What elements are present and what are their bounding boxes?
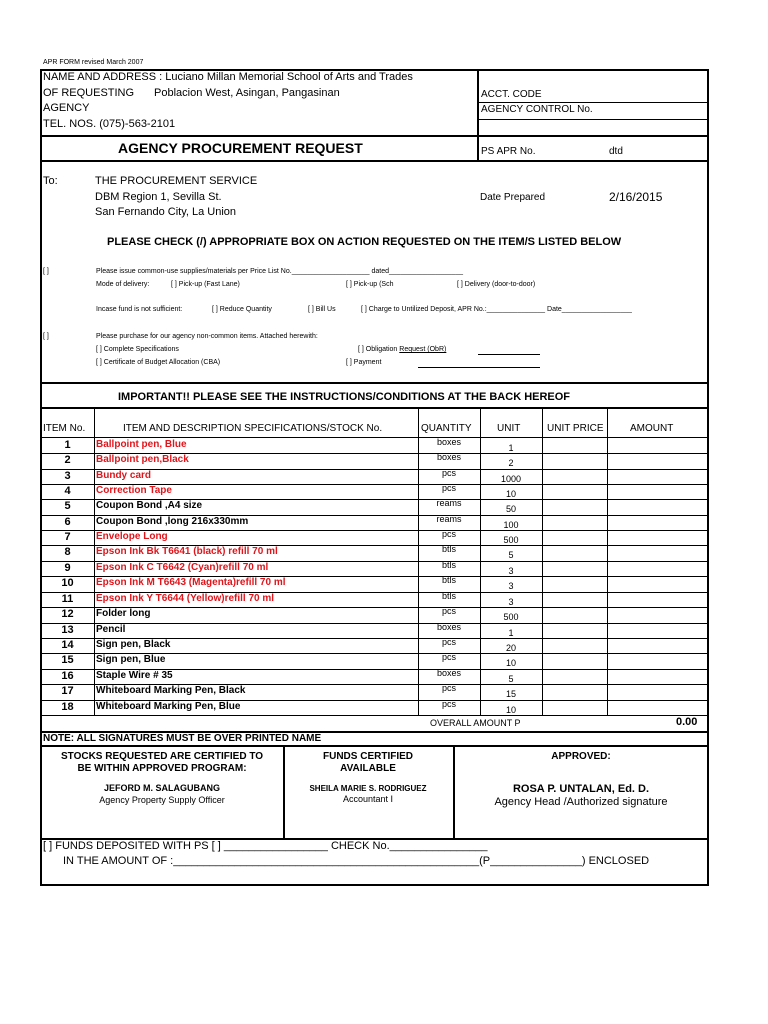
accountant-name: SHEILA MARIE S. RODRIGUEZ [309,784,427,793]
tel-numbers: TEL. NOS. (075)-563-2101 [43,118,176,130]
item-unit: 1000 [500,473,522,484]
item-description: Whiteboard Marking Pen, Black [96,685,246,696]
item-description: Envelope Long [96,530,168,542]
item-number: 13 [61,623,74,636]
dtd-label: dtd [609,146,623,157]
item-quantity: pcs [441,683,456,693]
item-quantity: btls [441,575,456,585]
item-quantity: pcs [441,467,456,478]
payment-option[interactable]: [ ] Payment [346,359,382,366]
col-header-unit-price: UNIT PRICE [547,423,604,434]
item-number: 10 [61,577,74,589]
item-unit: 1 [508,627,514,638]
complete-specs-option[interactable]: [ ] Complete Specifications [96,346,179,353]
item-unit: 3 [508,565,514,576]
item-unit: 500 [503,612,519,622]
fund-insufficient-label: Incase fund is not sufficient: [96,306,183,313]
col-header-amount: AMOUNT [630,423,674,434]
stocks-certified-title1: STOCKS REQUESTED ARE CERTIFIED TO [60,751,264,762]
item-number: 9 [64,561,71,574]
item-description: Whiteboard Marking Pen, Blue [96,700,241,712]
col-header-unit: UNIT [497,423,521,434]
item-number: 8 [64,546,71,558]
item-number: 14 [61,638,74,651]
item-quantity: reams [436,498,462,508]
common-use-checkbox[interactable]: [ ] [43,268,49,275]
agency-head-name: ROSA P. UNTALAN, Ed. D. [512,783,650,795]
item-number: 11 [61,592,74,605]
item-unit: 100 [503,519,519,530]
item-quantity: reams [436,513,462,524]
school-name: Luciano Millan Memorial School of Arts and Trades [165,71,413,83]
to-label: To: [43,175,58,187]
recipient-line3: San Fernando City, La Union [95,206,237,218]
item-number: 1 [64,438,71,451]
item-quantity: pcs [441,606,456,616]
item-quantity: boxes [436,452,462,462]
item-number: 12 [61,608,74,620]
acct-code-label: ACCT. CODE [481,89,542,100]
accountant-role: Accountant I [342,794,394,804]
item-quantity: btls [441,544,456,554]
funds-deposited-line: [ ] FUNDS DEPOSITED WITH PS [ ] _________________ CHECK No.________________ [43,840,488,852]
recipient-line1: THE PROCUREMENT SERVICE [95,175,258,187]
delivery-option[interactable]: [ ] Delivery (door-to-door) [457,281,536,288]
item-description: Epson Ink Bk T6641 (black) refill 70 ml [96,546,278,557]
funds-certified-title2: AVAILABLE [340,763,396,774]
item-quantity: btls [441,559,456,570]
overall-amount-value: 0.00 [676,716,698,728]
cba-option[interactable]: [ ] Certificate of Budget Allocation (CBA) [96,359,221,366]
item-unit: 3 [508,581,514,591]
address: Poblacion West, Asingan, Pangasinan [154,87,340,99]
approved-title: APPROVED: [551,751,611,762]
of-requesting: OF REQUESTING [43,87,135,99]
item-number: 3 [64,469,71,482]
item-unit: 500 [503,534,519,545]
date-prepared-label: Date Prepared [480,192,546,203]
item-number: 4 [64,484,71,497]
item-unit: 3 [508,596,514,607]
item-number: 6 [64,515,71,528]
signature-note: NOTE: ALL SIGNATURES MUST BE OVER PRINTED NAME [43,733,322,744]
item-unit: 10 [505,704,516,715]
item-quantity: pcs [441,528,456,539]
item-quantity: pcs [441,636,456,647]
purchase-non-common-line: Please purchase for our agency non-common items. Attached herewith: [96,333,318,340]
agency-label: AGENCY [43,102,90,114]
non-common-checkbox[interactable]: [ ] [43,333,49,340]
agency-head-role: Agency Head /Authorized signature [494,796,668,808]
item-description: Sign pen, Blue [96,654,166,665]
name-address-line: NAME AND ADDRESS : Luciano Millan Memorial School of Arts and Trades [43,71,413,83]
overall-amount-label: OVERALL AMOUNT P [430,718,521,728]
item-quantity: pcs [441,482,456,493]
supply-officer-role: Agency Property Supply Officer [99,795,225,805]
item-unit: 2 [508,458,514,468]
pickup-fast-lane-option[interactable]: [ ] Pick-up (Fast Lane) [171,281,240,288]
pickup-sch-option[interactable]: [ ] Pick-up (Sch [346,281,394,288]
reduce-quantity-option[interactable]: [ ] Reduce Quantity [212,306,272,313]
item-quantity: pcs [441,698,456,709]
form-revision: APR FORM revised March 2007 [43,59,144,66]
item-number: 18 [61,700,74,713]
charge-deposit-option[interactable]: [ ] Charge to Untilized Deposit, APR No.:_______________ Date__________________ [361,306,632,313]
supply-officer-name: JEFORD M. SALAGUBANG [103,783,220,793]
item-quantity: boxes [436,436,462,447]
item-unit: 1 [508,442,514,453]
col-header-quantity: QUANTITY [421,423,472,434]
check-instruction: PLEASE CHECK (/) APPROPRIATE BOX ON ACTION REQUESTED ON THE ITEM/S LISTED BELOW [107,236,622,248]
item-description: Epson Ink M T6643 (Magenta)refill 70 ml [96,577,286,588]
stocks-certified-title2: BE WITHIN APPROVED PROGRAM: [77,763,247,774]
important-notice: IMPORTANT!! PLEASE SEE THE INSTRUCTIONS/CONDITIONS AT THE BACK HEREOF [118,391,571,403]
col-header-item-no: ITEM No. [43,423,86,434]
item-description: Ballpoint pen,Black [96,454,189,465]
item-description: Pencil [96,623,126,635]
item-quantity: pcs [441,652,456,662]
ps-apr-no-label: PS APR No. [481,146,536,157]
item-unit: 50 [505,504,516,514]
item-unit: 5 [508,673,514,684]
item-unit: 20 [505,642,516,653]
item-description: Correction Tape [96,484,172,496]
amount-enclosed-line: IN THE AMOUNT OF :__________________________________________________(P_______________) ENCLOSED [63,855,650,867]
item-number: 16 [61,669,74,682]
item-unit: 5 [508,550,514,560]
item-number: 17 [61,685,74,697]
item-description: Bundy card [96,469,152,481]
item-unit: 10 [505,488,516,499]
item-unit: 10 [505,658,516,668]
obligation-option[interactable]: [ ] Obligation Request (ObR) [358,346,447,353]
item-number: 7 [64,530,71,543]
agency-control-label: AGENCY CONTROL No. [481,104,593,115]
item-number: 2 [64,454,71,466]
issue-supplies-line: Please issue common-use supplies/materials per Price List No.____________________ dated___________________ [96,268,463,275]
recipient-line2: DBM Region 1, Sevilla St. [95,191,222,203]
page-title: AGENCY PROCUREMENT REQUEST [118,140,363,156]
item-number: 5 [64,500,71,512]
item-description: Coupon Bond ,A4 size [96,500,203,511]
date-prepared-value: 2/16/2015 [609,190,663,204]
item-description: Epson Ink C T6642 (Cyan)refill 70 ml [96,561,269,573]
item-unit: 15 [505,689,516,699]
mode-delivery-label: Mode of delivery: [96,281,150,288]
item-number: 15 [61,654,74,666]
bill-us-option[interactable]: [ ] Bill Us [308,306,336,313]
item-quantity: btls [441,590,456,601]
col-header-description: ITEM AND DESCRIPTION SPECIFICATIONS/STOCK No. [123,423,383,434]
item-quantity: boxes [436,621,462,632]
item-quantity: boxes [436,667,462,678]
item-description: Folder long [96,608,151,619]
item-description: Epson Ink Y T6644 (Yellow)refill 70 ml [96,592,275,604]
item-description: Sign pen, Black [96,638,171,650]
item-description: Coupon Bond ,long 216x330mm [96,515,249,527]
item-description: Ballpoint pen, Blue [96,438,187,450]
item-description: Staple Wire # 35 [96,669,173,681]
funds-certified-title1: FUNDS CERTIFIED [323,751,413,762]
